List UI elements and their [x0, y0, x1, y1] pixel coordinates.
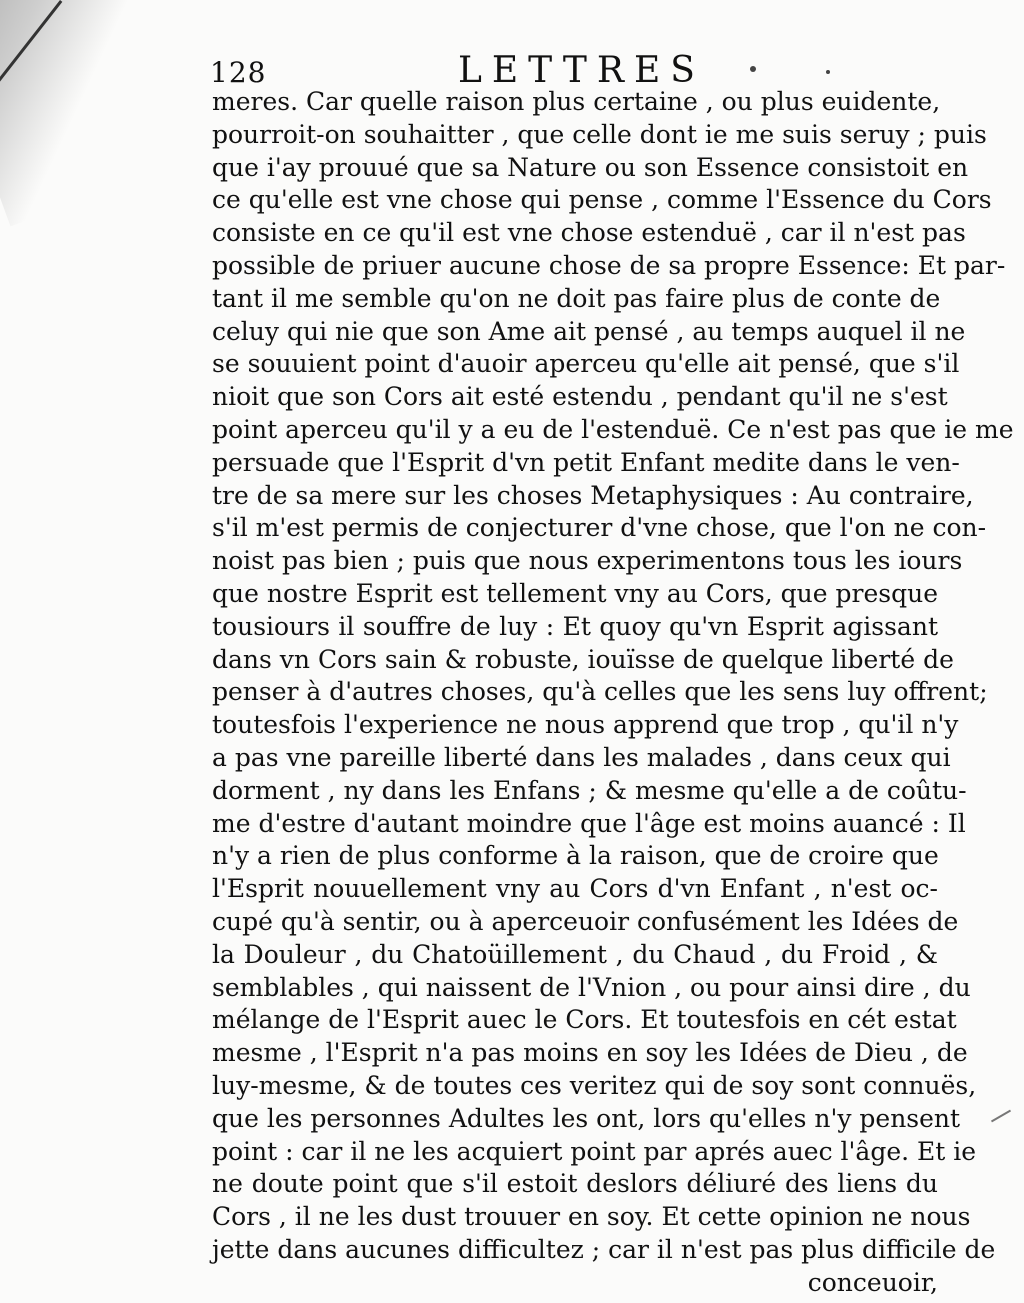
text-line: penser à d'autres choses, qu'à celles que les sens luy offrent;: [212, 677, 988, 707]
text-line: jette dans aucunes difficultez ; car il n'est pas plus difficile de: [212, 1234, 996, 1264]
text-line: cupé qu'à sentir, ou à aperceuoir confusément les Idées de: [212, 906, 959, 936]
text-line: la Douleur , du Chatoüillement , du Chaud , du Froid , &: [212, 939, 938, 969]
text-line: ce qu'elle est vne chose qui pense , comme l'Essence du Cors: [212, 185, 992, 215]
text-line: me d'estre d'autant moindre que l'âge est moins auancé : Il: [212, 808, 966, 838]
text-line: mélange de l'Esprit auec le Cors. Et toutesfois en cét estat: [212, 1005, 957, 1035]
text-line: celuy qui nie que son Ame ait pensé , au temps auquel il ne: [212, 316, 966, 346]
text-line: consiste en ce qu'il est vne chose estenduë , car il n'est pas: [212, 218, 966, 248]
page-number: 128: [210, 56, 267, 89]
text-line: dorment , ny dans les Enfans ; & mesme qu'elle a de coûtu-: [212, 775, 967, 805]
text-line: que i'ay prouué que sa Nature ou son Essence consistoit en: [212, 152, 969, 182]
text-line: nioit que son Cors ait esté estendu , pendant qu'il ne s'est: [212, 382, 948, 412]
text-line: point : car il ne les acquiert point par aprés auec l'âge. Et ie: [212, 1136, 977, 1166]
text-line: tant il me semble qu'on ne doit pas faire plus de conte de: [212, 283, 941, 313]
text-line: que les personnes Adultes les ont, lors qu'elles n'y pensent: [212, 1103, 961, 1133]
text-line: s'il m'est permis de conjecturer d'vne chose, que l'on ne con-: [212, 513, 987, 543]
page-corner-shadow: [0, 0, 198, 226]
text-line: se souuient point d'auoir aperceu qu'elle ait pensé, que s'il: [212, 349, 960, 379]
text-line: a pas vne pareille liberté dans les malades , dans ceux qui: [212, 742, 951, 772]
text-line: tre de sa mere sur les choses Metaphysiques : Au contraire,: [212, 480, 974, 510]
text-line: l'Esprit nouuellement vny au Cors d'vn Enfant , n'est oc-: [212, 874, 938, 904]
running-head: LETTRES: [458, 50, 705, 91]
catchword: conceuoir,: [807, 1267, 938, 1297]
text-line: ne doute point que s'il estoit deslors déliuré des liens du: [212, 1169, 938, 1199]
text-line: tousiours il souffre de luy : Et quoy qu'vn Esprit agissant: [212, 611, 938, 641]
text-line: luy-mesme, & de toutes ces veritez qui de soy sont connuës,: [212, 1070, 977, 1100]
text-line: toutesfois l'experience ne nous apprend que trop , qu'il n'y: [212, 710, 959, 740]
text-line: meres. Car quelle raison plus certaine , ou plus euidente,: [212, 87, 941, 116]
text-line: que nostre Esprit est tellement vny au Cors, que presque: [212, 578, 938, 608]
text-line: mesme , l'Esprit n'a pas moins en soy les Idées de Dieu , de: [212, 1038, 968, 1068]
text-line: point aperceu qu'il y a eu de l'estenduë. Ce n'est pas que ie me: [212, 414, 1014, 444]
text-line: n'y a rien de plus conforme à la raison, que de croire que: [212, 841, 939, 871]
text-line: semblables , qui naissent de l'Vnion , ou pour ainsi dire , du: [212, 972, 971, 1002]
text-line: possible de priuer aucune chose de sa propre Essence: Et par-: [212, 250, 1006, 280]
text-line: noist pas bien ; puis que nous experimentons tous les iours: [212, 546, 963, 576]
margin-mark: [991, 1110, 1011, 1123]
text-line: dans vn Cors sain & robuste, iouïsse de quelque liberté de: [212, 644, 954, 674]
text-line: persuade que l'Esprit d'vn petit Enfant medite dans le ven-: [212, 447, 960, 477]
text-line: Cors , il ne les dust trouuer en soy. Et cette opinion ne nous: [212, 1202, 971, 1232]
body-text: [212, 86, 1014, 1299]
text-line: pourroit-on souhaitter , que celle dont ie me suis seruy ; puis: [212, 119, 987, 149]
